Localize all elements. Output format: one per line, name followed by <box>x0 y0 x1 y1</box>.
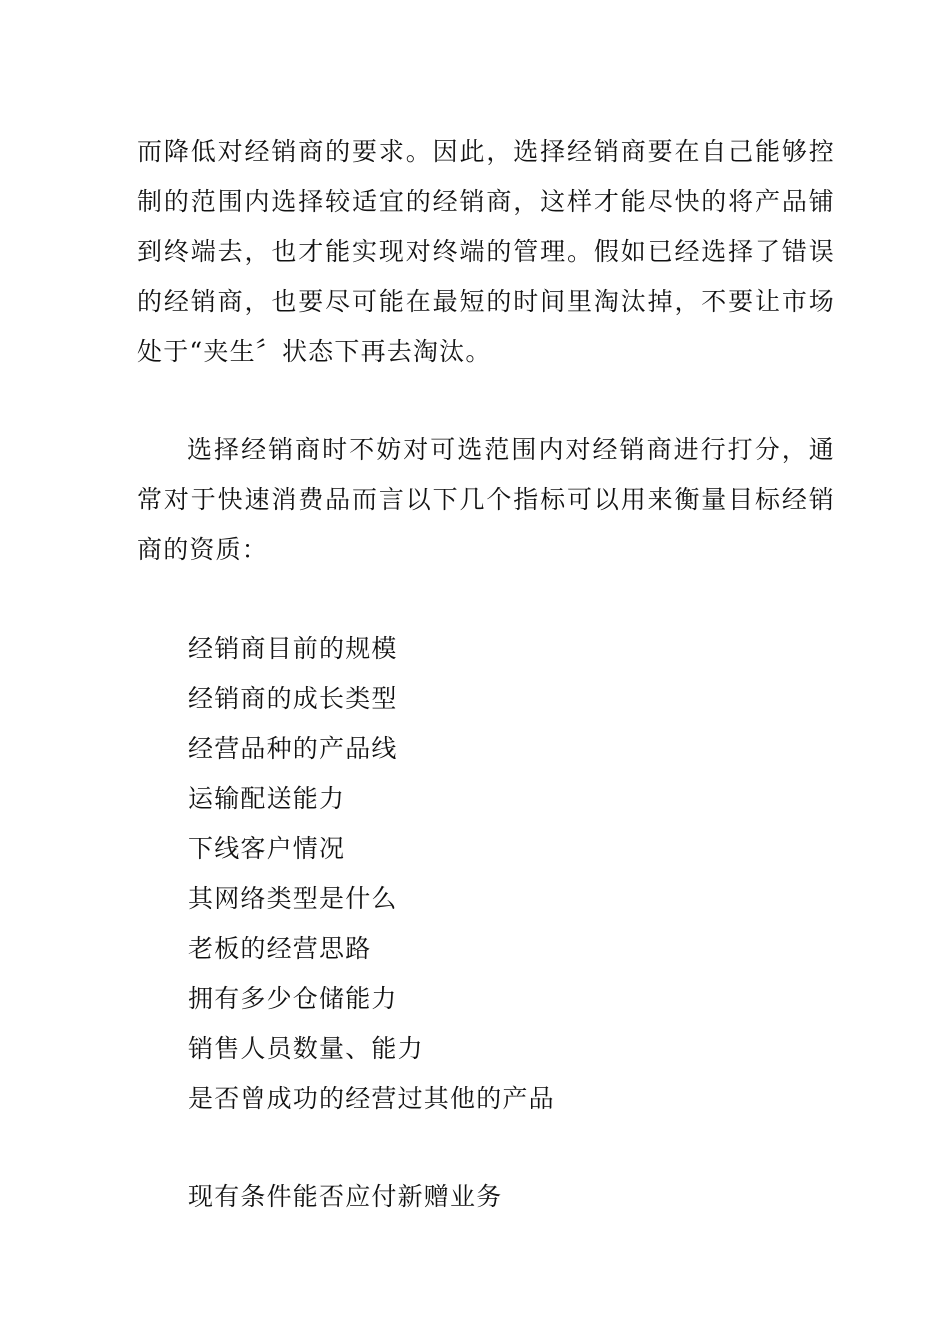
criteria-list <box>188 624 555 1124</box>
list-item: 是否曾成功的经营过其他的产品 <box>188 1084 555 1113</box>
list-item: 经销商的成长类型 <box>188 684 398 713</box>
list-item: 销售人员数量、能力 <box>188 1034 424 1063</box>
paragraph-2: 选择经销商时不妨对可选范围内对经销商进行打分，通常对于快速消费品而言以下几个指标可以用来衡量目标经销商的资质： <box>137 435 835 564</box>
list-item: 运输配送能力 <box>188 784 346 813</box>
list-item: 经销商目前的规模 <box>188 634 398 663</box>
list-item: 下线客户情况 <box>188 834 346 863</box>
list-item: 其网络类型是什么 <box>188 884 398 913</box>
final-list-item: 现有条件能否应付新赠业务 <box>188 1182 503 1211</box>
list-item: 拥有多少仓储能力 <box>188 984 398 1013</box>
paragraph-1: 而降低对经销商的要求。因此，选择经销商要在自己能够控制的范围内选择较适宜的经销商，这样才能尽快的将产品铺到终端去，也才能实现对终端的管理。假如已经选择了错误的经销商，也要尽可能在最短的时间里淘汰掉，不要让市场处于“夹生〞状态下再去淘汰。 <box>137 137 835 366</box>
list-item: 经营品种的产品线 <box>188 734 398 763</box>
list-item: 老板的经营思路 <box>188 934 372 963</box>
